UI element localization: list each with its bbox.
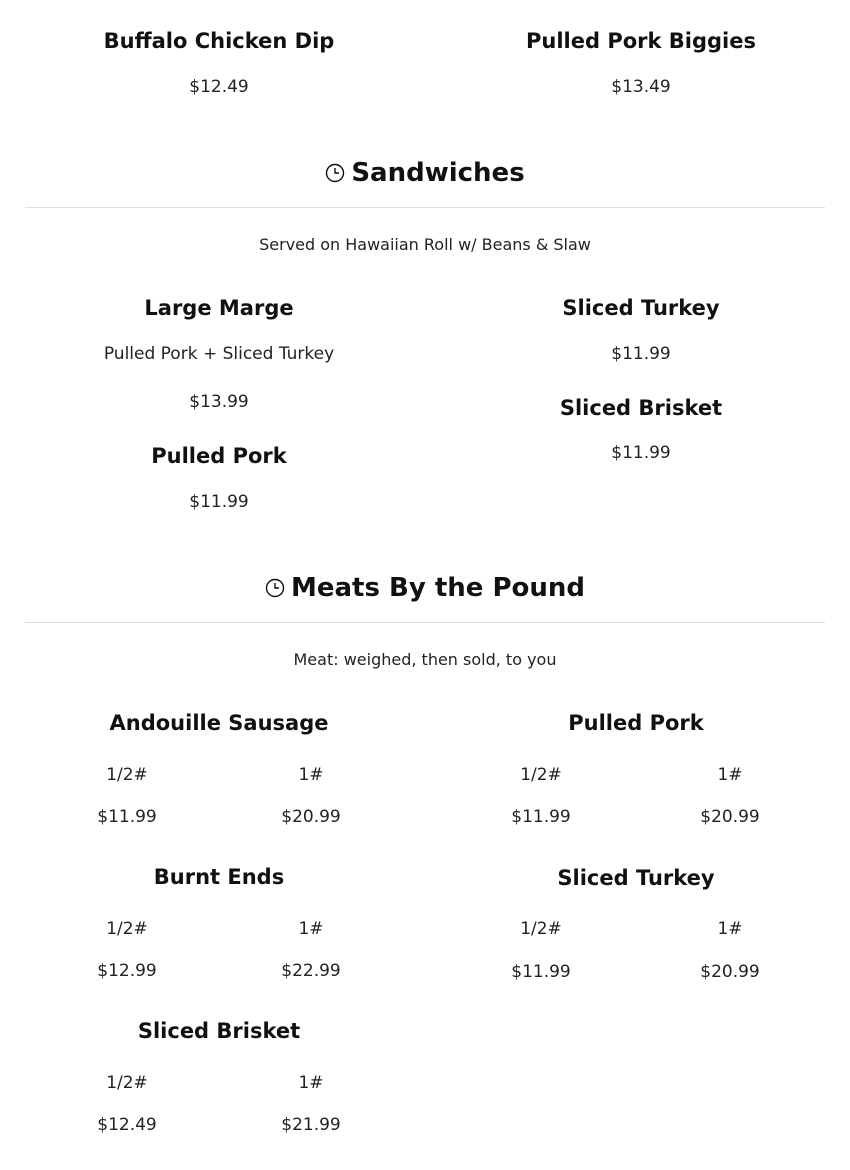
menu-item-price: $12.49 xyxy=(189,77,249,97)
pound-price: $20.99 xyxy=(281,807,341,827)
half-pound-price: $12.49 xyxy=(97,1115,157,1135)
meat-item-name: Pulled Pork xyxy=(568,711,704,735)
menu-item-price: $13.99 xyxy=(189,392,249,412)
half-pound-price: $12.99 xyxy=(97,961,157,981)
meat-item-name: Burnt Ends xyxy=(153,865,285,889)
half-pound-price: $11.99 xyxy=(97,807,157,827)
menu-item-name: Large Marge xyxy=(144,296,294,320)
menu-item-price: $11.99 xyxy=(611,344,671,364)
menu-item-name: Sliced Brisket xyxy=(559,396,723,420)
meat-item-name: Andouille Sausage xyxy=(109,711,329,735)
clock-icon xyxy=(325,163,345,183)
section-title-meats xyxy=(0,573,850,603)
menu-item-name: Pulled Pork Biggies xyxy=(526,29,756,53)
pound-price: $21.99 xyxy=(281,1115,341,1135)
section-title-sandwiches xyxy=(0,158,850,188)
section-title-text: Sandwiches xyxy=(351,158,525,188)
half-pound-price: $11.99 xyxy=(511,807,571,827)
pound-label: 1# xyxy=(298,765,324,785)
half-pound-label: 1/2# xyxy=(520,919,562,939)
menu-item-price: $13.49 xyxy=(611,77,671,97)
pound-label: 1# xyxy=(717,765,743,785)
menu-item-price: $11.99 xyxy=(189,492,249,512)
pound-label: 1# xyxy=(298,919,324,939)
half-pound-label: 1/2# xyxy=(106,765,148,785)
divider xyxy=(25,622,825,623)
pound-label: 1# xyxy=(298,1073,324,1093)
pound-label: 1# xyxy=(717,919,743,939)
divider xyxy=(25,207,825,208)
menu-item-name: Sliced Turkey xyxy=(562,296,720,320)
half-pound-price: $11.99 xyxy=(511,962,571,982)
meat-item-name: Sliced Turkey xyxy=(557,866,715,890)
section-title-text: Meats By the Pound xyxy=(291,573,585,603)
menu-item-price: $11.99 xyxy=(611,443,671,463)
half-pound-label: 1/2# xyxy=(520,765,562,785)
pound-price: $20.99 xyxy=(700,962,760,982)
pound-price: $20.99 xyxy=(700,807,760,827)
pound-price: $22.99 xyxy=(281,961,341,981)
menu-item-description: Pulled Pork + Sliced Turkey xyxy=(103,344,335,364)
clock-icon xyxy=(265,578,285,598)
half-pound-label: 1/2# xyxy=(106,919,148,939)
section-subtitle: Served on Hawaiian Roll w/ Beans & Slaw xyxy=(259,235,591,254)
menu-item-name: Pulled Pork xyxy=(151,444,287,468)
half-pound-label: 1/2# xyxy=(106,1073,148,1093)
meat-item-name: Sliced Brisket xyxy=(137,1019,301,1043)
menu-item-name: Buffalo Chicken Dip xyxy=(103,29,335,53)
section-subtitle: Meat: weighed, then sold, to you xyxy=(293,650,557,669)
